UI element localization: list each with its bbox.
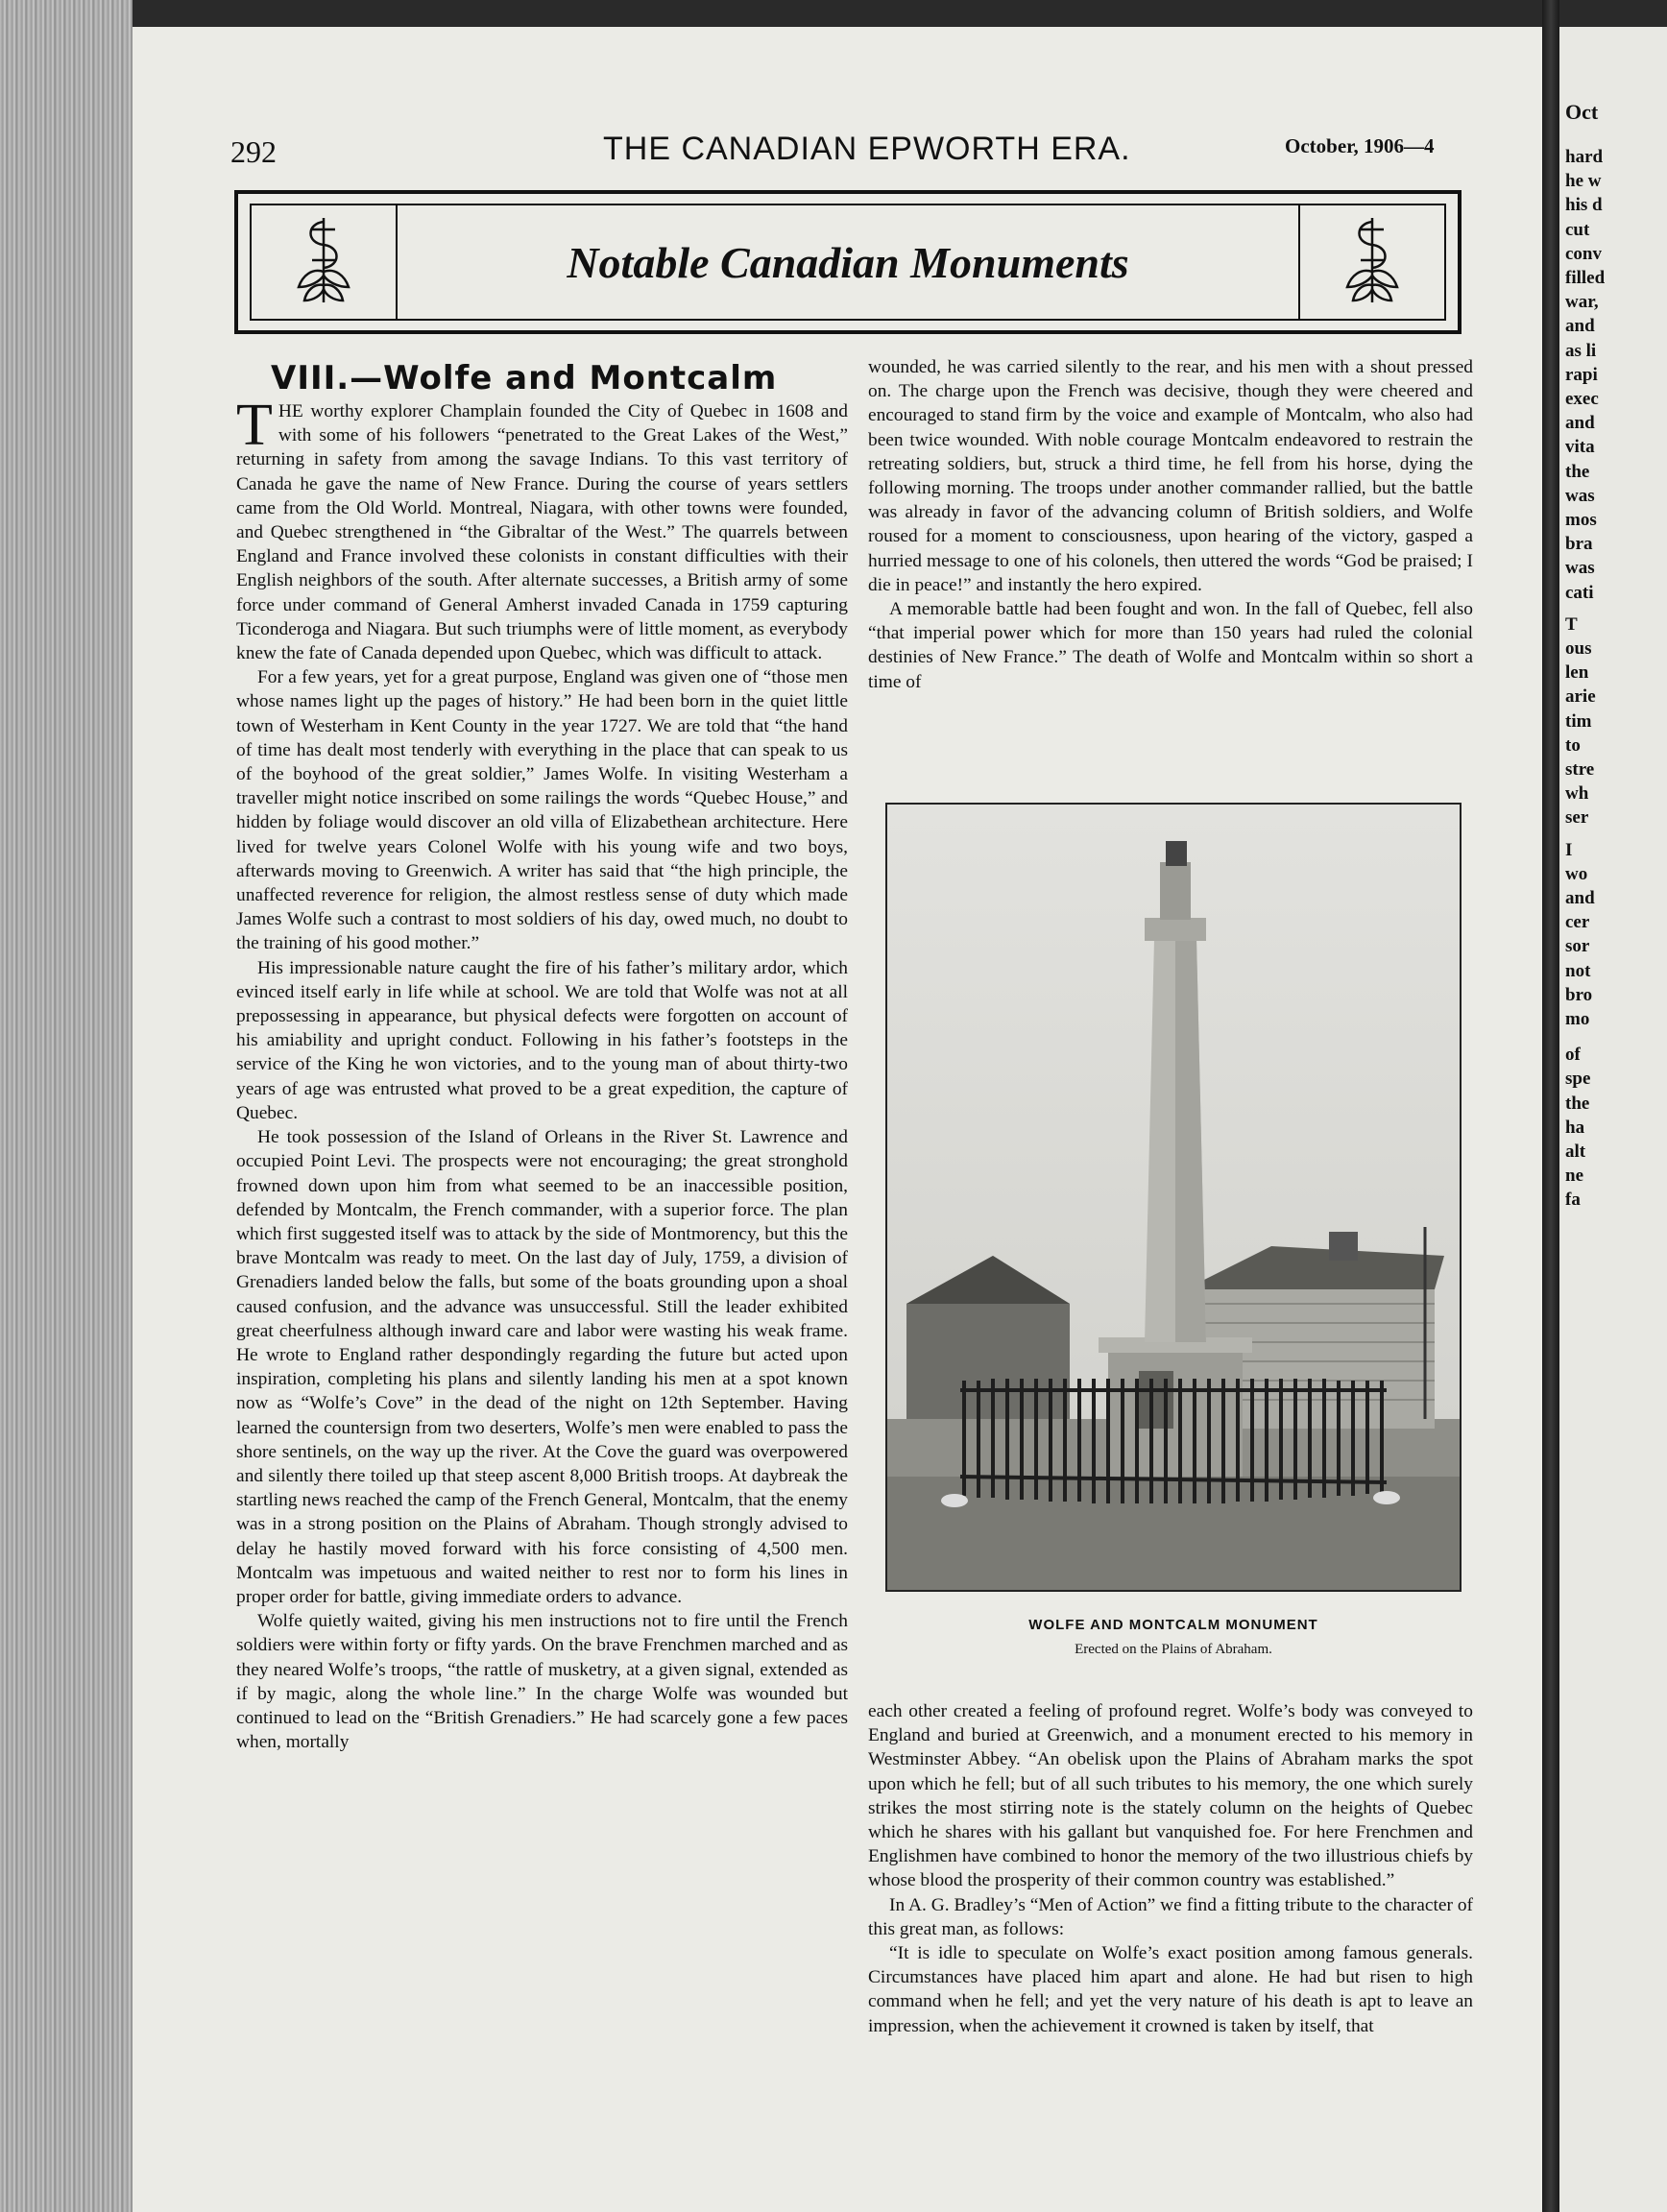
facing-page-line: arie — [1565, 686, 1596, 708]
facing-page-line: wo — [1565, 863, 1588, 884]
issue-date: October, 1906—4 — [1285, 134, 1435, 157]
facing-page-line: bra — [1565, 534, 1593, 555]
paragraph: THE worthy explorer Champlain founded the City of Quebec in 1608 and with some of his followers “penetrated to the Great Lakes of the West,” returning in safety from among the savage Indians. To this vast territory of Canada he gave the name of New France. During the course of years settlers came from the Old World. Montreal, Niagara, with other towns were founded, and Quebec strengthened in “the Gibraltar of the West.” The quarrels between England and France involved these colonists in constant difficulties with their English neighbors of the south. After alternate successes, a British army of some force under command of General Amherst invaded Canada in 1759 capturing Ticonderoga and Niagara. But such triumphs were of little moment, as everybody knew the fate of Canada depended upon Quebec, which was difficult to attack. — [236, 393, 848, 664]
facing-page-line: and — [1565, 316, 1595, 337]
facing-page-line: wh — [1565, 783, 1589, 805]
facing-page-line: stre — [1565, 759, 1595, 780]
paragraph: A memorable battle had been fought and won. In the fall of Quebec, fell also “that imperial power which for more than 150 years had ruled the colonial destinies of New France.” The death of Wolfe and Montcalm within so short a time of — [868, 599, 1473, 692]
facing-page-line: bro — [1565, 984, 1593, 1005]
facing-page-header: Oct — [1565, 100, 1599, 124]
facing-page-line: he w — [1565, 171, 1602, 192]
banner-title: Notable Canadian Monuments — [567, 237, 1129, 287]
facing-page-line: to — [1565, 734, 1581, 756]
facing-page-line: cer — [1565, 912, 1590, 933]
facing-page-line: the — [1565, 1093, 1590, 1114]
photo-caption-title: WOLFE AND MONTCALM MONUMENT — [1028, 1617, 1318, 1633]
paragraph: He took possession of the Island of Orleans in the River St. Lawrence and occupied Point Levi. The prospects were not encouraging; the great stronghold frowned down upon him from what seemed to be an inaccessible position, defended by Montcalm, the French commander, with a superior force. The plan which first suggested itself was to attack by the side of Montmorency, but this the brave Montcalm was ready to meet. On the last day of July, 1759, a division of Grenadiers landed below the falls, but some of the boats grounding upon a shoal caused confusion, and the advance was unsuccessful. Still the leader exhibited great cheerfulness although inward care and labor were wasting his weak frame. He wrote to England rather despondingly regarding the future but acted upon inspiration, completing his plans and silently landing his men at a spot known now as “Wolfe’s Cove” in the dead of the night on 12th September. Having learned the countersign from two deserters, Wolfe’s men were enabled to pass the shore sentinels, on the way up the river. At the Cove the guard was overpowered and silently there toiled up that steep ascent 8,000 British troops. At daybreak the startling news reached the camp of the French General, Montcalm, that the enemy was in a strong position on the Plains of Abraham. Though strongly advised to delay he hastily moved forward with his force consisting of 4,500 men. Montcalm was impetuous and waited neither to rest nor to form his lines in proper order for battle, giving immediate orders to advance. — [236, 1127, 848, 1607]
drop-cap: T — [236, 393, 273, 458]
facing-page-edge — [1559, 27, 1667, 2212]
paragraph: wounded, he was carried silently to the rear, and his men with a shout pressed on. The charge upon the French was decisive, though they were cheered and encouraged to stand firm by the voice and example of Montcalm, who also had been twice wounded. With noble courage Montcalm endeavored to restrain the retreating soldiers, but, struck a third time, he fell from his horse, dying the following morning. The troops under another commander rallied, but the battle was already in favor of the advancing column of British soldiers, and Wolfe roused for a moment to consciousness, upon hearing of the victory, gasped a hurried message to one of his colonels, then uttered the words “God be praised; I die in peace!” and instantly the hero expired. — [868, 357, 1473, 595]
facing-page-line: rapi — [1565, 364, 1598, 385]
facing-page-line: mo — [1565, 1009, 1590, 1029]
facing-page-line: ha — [1565, 1117, 1585, 1138]
facing-page-line: cut — [1565, 219, 1590, 240]
photo-caption-subtitle: Erected on the Plains of Abraham. — [1075, 1642, 1272, 1657]
facing-page-line: was — [1565, 558, 1595, 579]
facing-page-line: sor — [1565, 936, 1590, 957]
facing-page-line: tim — [1565, 710, 1592, 732]
facing-page-line: hard — [1565, 147, 1604, 167]
book-gutter — [1542, 0, 1559, 2212]
article-heading: VIII.—Wolfe and Montcalm — [271, 359, 778, 397]
paragraph: Wolfe quietly waited, giving his men instructions not to fire until the French soldiers were within forty or fifty yards. On the brave Frenchmen marched and as they neared Wolfe’s troops, “the rattle of musketry, at a given signal, extended as if by magic, along the whole line.” In the charge Wolfe was wounded but continued to lead on the “British Grenadiers.” He had scarcely gone a few paces when, mortally — [236, 1611, 848, 1753]
facing-page-line: cati — [1565, 582, 1594, 603]
facing-page-line: war, — [1565, 292, 1599, 313]
publication-title: THE CANADIAN EPWORTH ERA. — [603, 131, 1131, 167]
floral-ornament-icon — [252, 205, 398, 319]
left-column — [236, 393, 848, 1754]
paragraph: each other created a feeling of profound regret. Wolfe’s body was conveyed to England and buried at Greenwich, and a monument erected to his memory in Westminster Abbey. “An obelisk upon the Plains of Abraham marks the spot upon which he fell; but of all such tributes to his memory, the one which surely strikes the most stirring note is the stately column on the heights of Quebec which he shares with his gallant but vanquished foe. For here Frenchmen and Englishmen have combined to honor the memory of the two illustrious chiefs by whose blood the prosperity of their common country was established.” — [868, 1701, 1473, 1891]
facing-page-line: len — [1565, 662, 1589, 684]
facing-page-line: exec — [1565, 389, 1599, 409]
facing-page-line: T — [1565, 613, 1578, 635]
right-column-top — [868, 355, 1473, 694]
paragraph: In A. G. Bradley’s “Men of Action” we find a fitting tribute to the character of this great man, as follows: — [868, 1894, 1473, 1939]
facing-page-line: of — [1565, 1045, 1581, 1066]
facing-page-line: ser — [1565, 807, 1589, 829]
facing-page-line: fa — [1565, 1190, 1581, 1211]
section-banner — [234, 190, 1462, 334]
paragraph: His impressionable nature caught the fire of his father’s military ardor, which evinced itself early in life while at school. We are told that Wolfe was not at all prepossessing in appearance, but physical defects were forgotten on account of his amiability and upright conduct. Following in his father’s footsteps in the service of the King he won victories, and to the young man of about thirty-two years of age was entrusted what proved to be a great expedition, the capture of Quebec. — [236, 957, 848, 1123]
paragraph: “It is idle to speculate on Wolfe’s exact position among famous generals. Circumstances have placed him apart and alone. He had but risen to high command when he fell; and yet the very nature of his death is apt to leave an impression, when the achievement it crowned is taken by itself, that — [868, 1943, 1473, 2036]
book-page-edges — [0, 0, 133, 2212]
magazine-page — [133, 27, 1544, 2212]
facing-page-line: spe — [1565, 1069, 1591, 1090]
facing-page-line: not — [1565, 960, 1591, 981]
facing-page-line: I — [1565, 839, 1573, 860]
floral-ornament-icon — [1298, 205, 1444, 319]
facing-page-line: and — [1565, 888, 1595, 908]
facing-page-line: ous — [1565, 638, 1592, 659]
paragraph: For a few years, yet for a great purpose, England was given one of “those men whose names light up the pages of history.” He had been born in the quiet little town of Westerham in Kent County in the year 1727. We are told that “the hand of time has dealt most tenderly with everything in the place that can speak to us of the boyhood of the great soldier,” James Wolfe. In visiting Westerham a traveller might notice inscribed on some railings the words “Quebec House,” and hidden by foliage would discover an old villa of Elizabethean architecture. Here lived for twelve years Colonel Wolfe with his young wife and two boys, afterwards moving to Greenwich. A writer has said that “the high principle, the unaffected reverence for religion, the almost restless sense of duty which made James Wolfe such a contrast to most soldiers of his day, owed much, no doubt to the training of his good mother.” — [236, 667, 848, 954]
facing-page-line: mos — [1565, 510, 1597, 530]
facing-page-line: alt — [1565, 1142, 1586, 1162]
monument-photograph — [885, 803, 1462, 1592]
facing-page-line: his d — [1565, 195, 1603, 216]
facing-page-line: as li — [1565, 340, 1597, 361]
right-column-bottom — [868, 1699, 1473, 2038]
facing-page-line: was — [1565, 485, 1595, 506]
facing-page-line: ne — [1565, 1166, 1583, 1187]
facing-page-line: conv — [1565, 243, 1602, 264]
facing-page-line: vita — [1565, 437, 1595, 458]
facing-page-line: and — [1565, 413, 1595, 434]
facing-page-line: filled — [1565, 268, 1606, 288]
page-number: 292 — [230, 134, 277, 169]
facing-page-line: the — [1565, 461, 1590, 482]
